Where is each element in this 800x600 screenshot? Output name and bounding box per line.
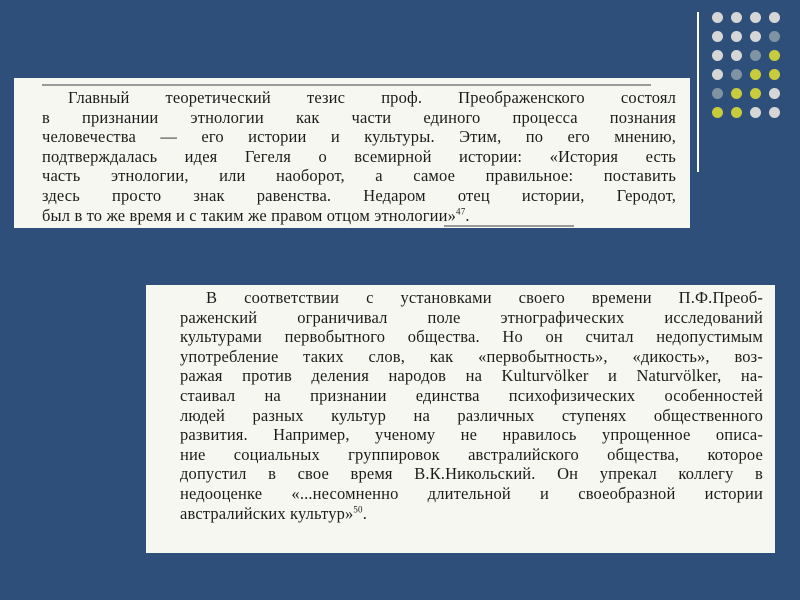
text-line: был в то же время и с таким же правом отцом этнологии»: [42, 205, 457, 225]
decorative-dot: [731, 88, 742, 99]
text-line: недооценке «...несомненно длительной и своеобразной истории: [180, 483, 763, 503]
decorative-dot: [769, 12, 780, 23]
text-line-last: [42, 206, 676, 226]
text-line-last: [180, 504, 763, 524]
decorative-dot: [750, 107, 761, 118]
sentence-end: .: [465, 205, 470, 225]
decorative-dot: [712, 12, 723, 23]
divider-line: [697, 12, 699, 172]
decorative-dot: [731, 107, 742, 118]
text-line: стаивал на признании единства психофизических особенностей: [180, 385, 763, 405]
decorative-dot: [769, 31, 780, 42]
text-line: здесь просто знак равенства. Недаром отец истории, Геродот,: [42, 185, 676, 205]
text-line: развития. Например, ученому не нравилось упрощенное описа-: [180, 425, 763, 445]
decorative-dot: [750, 12, 761, 23]
text-line: В соответствии с установками своего времени П.Ф.Преоб-: [206, 288, 763, 307]
sentence-end: .: [362, 503, 367, 523]
decorative-dot: [750, 88, 761, 99]
decorative-dot: [750, 31, 761, 42]
decorative-dot: [769, 107, 780, 118]
text-excerpt-2: [146, 285, 775, 553]
text-excerpt-1: [14, 78, 690, 228]
decorative-dot: [712, 69, 723, 80]
text-line: употребление таких слов, как «первобытность», «дикость», воз-: [180, 346, 763, 366]
decorative-dot: [731, 31, 742, 42]
decorative-dot: [769, 50, 780, 61]
text-line: ражая против деления народов на Kulturvölker и Naturvölker, на-: [180, 366, 763, 386]
decorative-dot: [731, 69, 742, 80]
decorative-dot: [712, 88, 723, 99]
text-line: раженский ограничивал поле этнографических исследований: [180, 307, 763, 327]
decorative-dot: [769, 69, 780, 80]
text-line: человечества — его истории и культуры. Этим, по его мнению,: [42, 127, 676, 147]
decorative-dot: [731, 50, 742, 61]
cropped-previous-line: [42, 81, 676, 87]
footnote-marker: 50: [353, 504, 363, 515]
excerpt-2-paragraph: [180, 288, 763, 523]
text-line: часть этнологии, или наоборот, а самое правильное: поставить: [42, 166, 676, 186]
excerpt-1-paragraph: [42, 88, 676, 225]
text-line: культурами первобытного общества. Но он считал недопустимым: [180, 327, 763, 347]
decorative-dot: [769, 88, 780, 99]
cropped-next-line: [444, 224, 574, 228]
text-line: подтверждалась идея Гегеля о всемирной истории: «История есть: [42, 146, 676, 166]
decorative-dot: [712, 31, 723, 42]
text-line: в признании этнологии как части единого процесса познания: [42, 107, 676, 127]
text-line: допустил в свое время В.К.Никольский. Он упрекал коллегу в: [180, 464, 763, 484]
text-line: австралийских культур»: [180, 503, 354, 523]
decorative-dot: [750, 50, 761, 61]
footnote-marker: 47: [456, 206, 466, 217]
text-line: Главный теоретический тезис проф. Преображенского состоял: [68, 88, 676, 107]
text-line: ние социальных группировок австралийского общества, которое: [180, 444, 763, 464]
decorative-dot: [731, 12, 742, 23]
decorative-dot: [712, 107, 723, 118]
decorative-dot: [712, 50, 723, 61]
text-line: людей разных культур на различных ступенях общественного: [180, 405, 763, 425]
dot-grid-decoration: [712, 12, 792, 127]
decorative-dot: [750, 69, 761, 80]
